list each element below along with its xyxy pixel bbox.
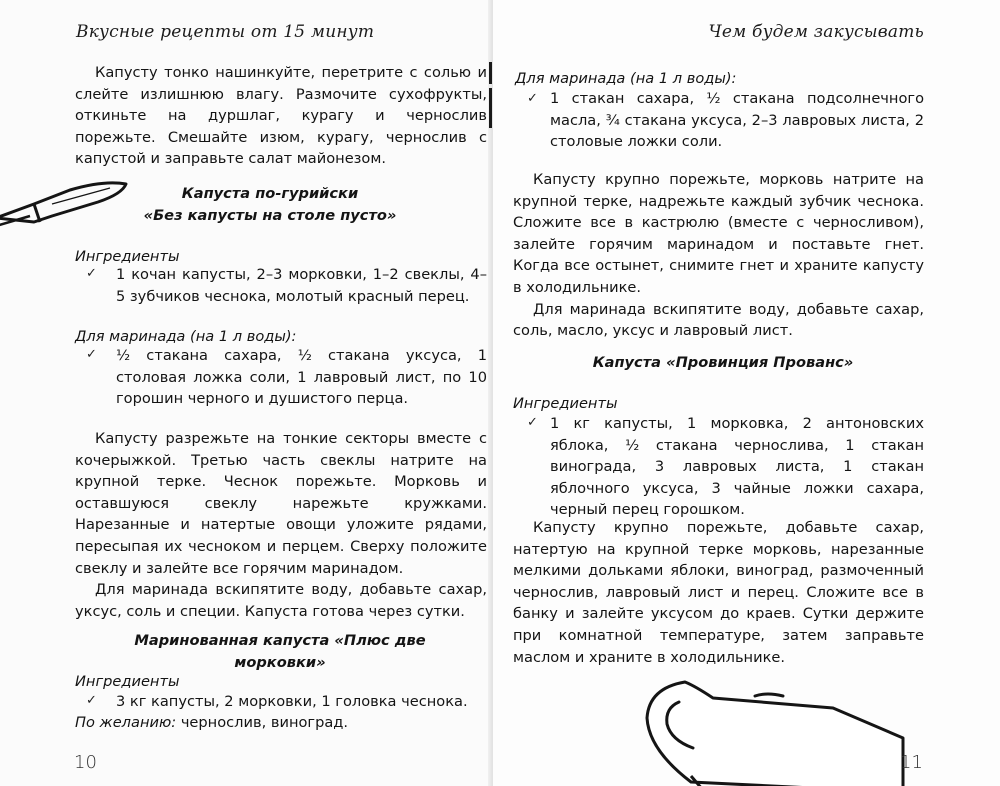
checkmark-icon: ✓ xyxy=(527,91,538,106)
checkmark-icon: ✓ xyxy=(86,347,97,362)
gutter-mark xyxy=(489,62,492,84)
recipe-3-ingredients-label: Ингредиенты xyxy=(513,395,618,412)
recipe-1-marinade-label: Для маринада (на 1 л воды): xyxy=(75,328,297,345)
recipe-1-ingredients-label: Ингредиенты xyxy=(75,248,180,265)
recipe-1-method xyxy=(75,428,487,622)
left-running-head: Вкусные рецепты от 15 минут xyxy=(76,22,375,42)
recipe-1-title: Капуста по-гурийски xyxy=(181,185,359,202)
right-method xyxy=(513,169,924,342)
recipe-3-ingredients: 1 кг капусты, 1 морковка, 2 антоновских яблока, ½ стакана чернослива, 1 стакан винограда, 3 лавровых листа, 1 стакан яблочного уксуса, 3 чайные ложки сахара, черный перец горошком. xyxy=(550,415,924,519)
cutting-board-illustration xyxy=(643,678,903,786)
recipe-2-ingredients-label: Ингредиенты xyxy=(75,673,180,690)
recipe-1-paragraph-2: Для маринада вскипятите воду, добавьте сахар, уксус, соль и специи. Капуста готова через сутки. xyxy=(75,581,487,620)
right-running-head: Чем будем закусывать xyxy=(708,22,924,42)
checkmark-icon: ✓ xyxy=(86,693,97,708)
checkmark-icon: ✓ xyxy=(86,266,97,281)
recipe-2-title: Маринованная капуста «Плюс две морковки» xyxy=(134,632,426,671)
right-page xyxy=(493,0,1000,786)
recipe-3-method xyxy=(513,517,924,668)
left-page-number: 10 xyxy=(74,752,97,773)
right-marinade: 1 стакан сахара, ½ стакана подсолнечного масла, ¾ стакана уксуса, 2–3 лавровых листа, 2 столовые ложки соли. xyxy=(550,90,924,151)
intro-paragraph xyxy=(75,62,487,170)
recipe-1-paragraph-1: Капусту разрежьте на тонкие секторы вместе с кочерыжкой. Третью часть свеклы натрите на крупной терке. Чеснок порежьте. Морковь и оставшуюся свеклу нарежьте кружками. Нарезанные и натертые овощи уложите рядами, пересыпая их чесноком и перцем. Сверху положите свеклу и залейте все горячим маринадом. xyxy=(75,430,487,577)
left-page xyxy=(0,0,492,786)
recipe-2-ingredients: 3 кг капусты, 2 морковки, 1 головка чеснока. xyxy=(116,693,468,710)
recipe-2-optional-items: чернослив, виноград. xyxy=(180,714,349,731)
checkmark-icon: ✓ xyxy=(527,415,538,430)
right-paragraph-1: Капусту крупно порежьте, морковь натрите на крупной терке, надрежьте каждый зубчик чеснока. Сложите все в кастрюлю (вместе с черносливом), залейте горячим маринадом и поставьте гнет. Когда все остынет, снимите гнет и храните капусту в холодильнике. xyxy=(513,171,924,296)
right-marinade-label: Для маринада (на 1 л воды): xyxy=(515,70,737,87)
recipe-1-ingredients: 1 кочан капусты, 2–3 морковки, 1–2 свеклы, 4–5 зубчиков чеснока, молотый красный перец. xyxy=(116,266,487,305)
recipe-3-title: Капуста «Провинция Прованс» xyxy=(592,354,854,371)
recipe-1-subtitle: «Без капусты на столе пусто» xyxy=(143,207,397,224)
gutter-mark xyxy=(489,88,492,128)
recipe-2-optional-label: По желанию: xyxy=(75,714,177,731)
recipe-2-optional xyxy=(75,712,487,734)
right-paragraph-2: Для маринада вскипятите воду, добавьте сахар, соль, масло, уксус и лавровый лист. xyxy=(513,300,924,340)
recipe-1-marinade: ½ стакана сахара, ½ стакана уксуса, 1 столовая ложка соли, 1 лавровый лист, по 10 горошин черного и душистого перца. xyxy=(116,347,487,408)
right-page-number: 11 xyxy=(900,752,923,773)
recipe-3-paragraph-1: Капусту крупно порежьте, добавьте сахар, натертую на крупной терке морковь, нарезанные мелкими дольками яблоки, виноград, размоченный чернослив, лавровый лист и перец. Сложите все в банку и залейте уксусом до краев. Сутки держите при комнатной температуре, затем заправьте маслом и храните в холодильнике. xyxy=(513,519,924,666)
intro-text: Капусту тонко нашинкуйте, перетрите с солью и слейте излишнюю влагу. Размочите сухофрукты, откиньте на дуршлаг, курагу и чернослив порежьте. Смешайте изюм, курагу, чернослив с капустой и заправьте салат майонезом. xyxy=(75,64,487,168)
